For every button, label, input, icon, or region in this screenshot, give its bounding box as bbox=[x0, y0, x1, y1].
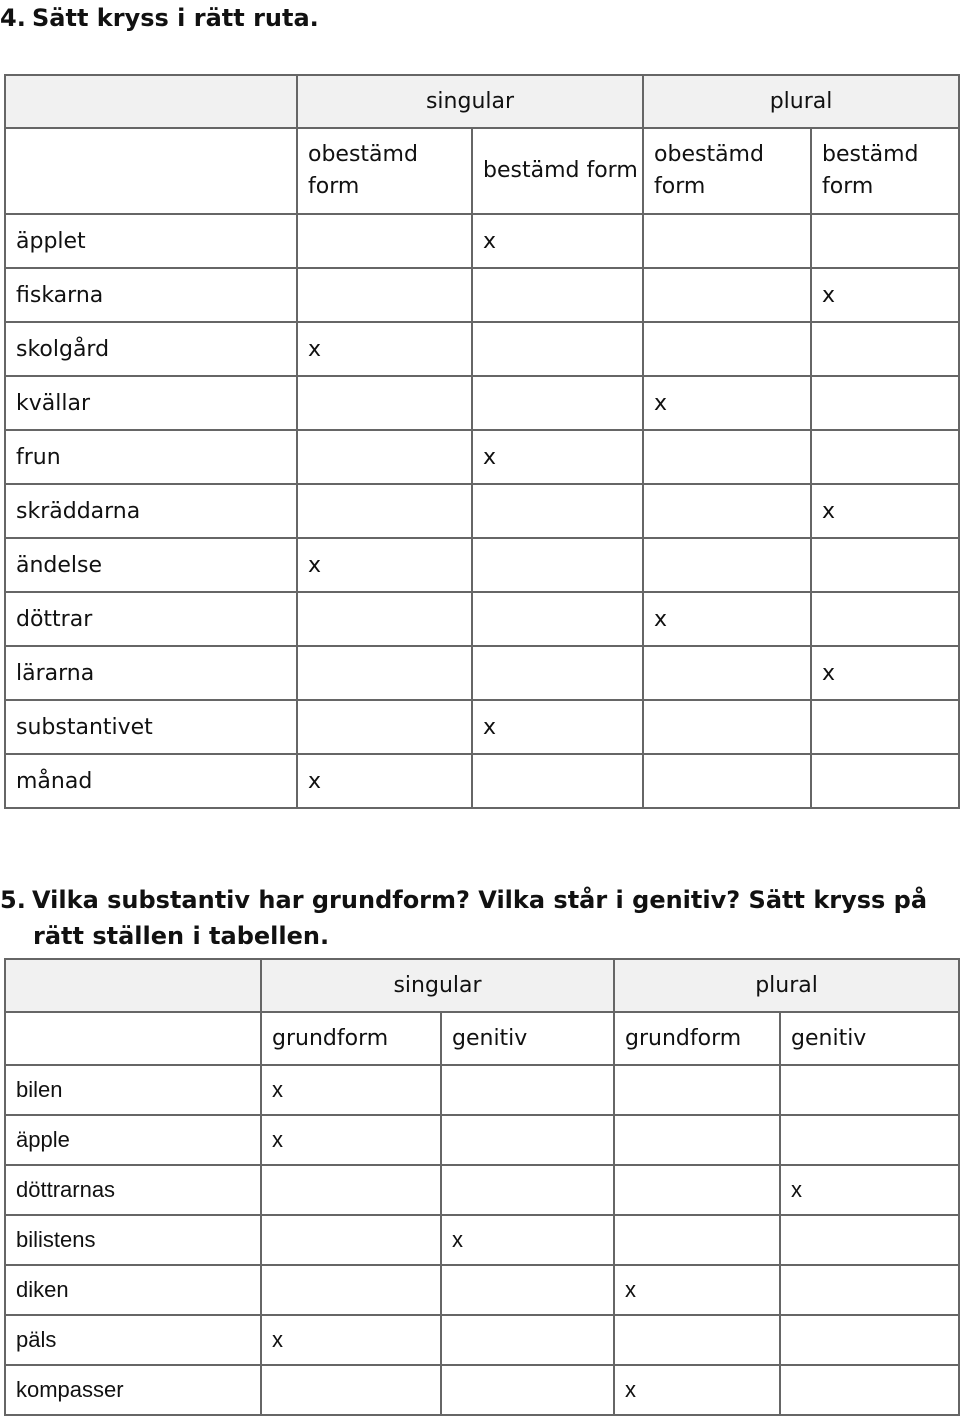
checkbox-cell[interactable]: x bbox=[643, 592, 811, 646]
checkbox-cell[interactable] bbox=[261, 1365, 441, 1415]
checkbox-cell[interactable]: x bbox=[643, 376, 811, 430]
table-row bbox=[5, 1265, 959, 1315]
table-row bbox=[5, 1215, 959, 1265]
singular-header: singular bbox=[261, 959, 614, 1012]
checkbox-cell[interactable] bbox=[297, 268, 472, 322]
checkbox-cell[interactable]: x bbox=[614, 1365, 780, 1415]
subheader-bestamd-plural: bestämd form bbox=[811, 128, 959, 214]
exercise-5-title-line-2: rätt ställen i tabellen. bbox=[33, 922, 330, 950]
table-row bbox=[5, 646, 959, 700]
checkbox-cell[interactable] bbox=[643, 646, 811, 700]
word-cell: lärarna bbox=[5, 646, 297, 700]
table-row bbox=[5, 322, 959, 376]
checkbox-cell[interactable] bbox=[614, 1065, 780, 1115]
checkbox-cell[interactable]: x bbox=[780, 1165, 959, 1215]
checkbox-cell[interactable]: x bbox=[472, 430, 643, 484]
checkbox-cell[interactable] bbox=[261, 1265, 441, 1315]
checkbox-cell[interactable] bbox=[297, 592, 472, 646]
checkbox-cell[interactable]: x bbox=[261, 1115, 441, 1165]
word-cell: döttrar bbox=[5, 592, 297, 646]
word-cell: äpplet bbox=[5, 214, 297, 268]
exercise-4-number: 4. bbox=[0, 4, 26, 32]
word-cell: månad bbox=[5, 754, 297, 808]
singular-header: singular bbox=[297, 75, 643, 128]
checkbox-cell[interactable] bbox=[261, 1165, 441, 1215]
checkbox-cell[interactable] bbox=[472, 754, 643, 808]
checkbox-cell[interactable] bbox=[643, 754, 811, 808]
exercise-5-number: 5. bbox=[0, 886, 26, 914]
table-row bbox=[5, 754, 959, 808]
checkbox-cell[interactable] bbox=[297, 430, 472, 484]
table-row bbox=[5, 376, 959, 430]
checkbox-cell[interactable]: x bbox=[261, 1065, 441, 1115]
subheader-genitiv-plural: genitiv bbox=[780, 1012, 959, 1065]
exercise-4-title: Sätt kryss i rätt ruta. bbox=[32, 4, 319, 32]
table-row bbox=[5, 1115, 959, 1165]
exercise-4-heading bbox=[0, 0, 319, 36]
checkbox-cell[interactable]: x bbox=[472, 700, 643, 754]
checkbox-cell[interactable] bbox=[780, 1065, 959, 1115]
checkbox-cell[interactable] bbox=[780, 1315, 959, 1365]
checkbox-cell[interactable] bbox=[643, 322, 811, 376]
table-row bbox=[5, 1165, 959, 1215]
exercise-5-table bbox=[4, 958, 960, 1416]
exercise-5-heading bbox=[0, 882, 927, 954]
word-cell: kompasser bbox=[5, 1365, 261, 1415]
table-row bbox=[5, 592, 959, 646]
plural-header: plural bbox=[614, 959, 959, 1012]
checkbox-cell[interactable] bbox=[441, 1165, 614, 1215]
table-row bbox=[5, 268, 959, 322]
checkbox-cell[interactable] bbox=[780, 1265, 959, 1315]
checkbox-cell[interactable]: x bbox=[472, 214, 643, 268]
word-cell: döttrarnas bbox=[5, 1165, 261, 1215]
subheader-obestamd-singular: obestämd form bbox=[297, 128, 472, 214]
word-cell: bilistens bbox=[5, 1215, 261, 1265]
table-row bbox=[5, 538, 959, 592]
checkbox-cell[interactable] bbox=[780, 1365, 959, 1415]
checkbox-cell[interactable] bbox=[614, 1115, 780, 1165]
subheader-grundform-singular: grundform bbox=[261, 1012, 441, 1065]
subheader-bestamd-singular: bestämd form bbox=[472, 128, 643, 214]
checkbox-cell[interactable] bbox=[441, 1115, 614, 1165]
table-row bbox=[5, 1315, 959, 1365]
checkbox-cell[interactable] bbox=[614, 1315, 780, 1365]
checkbox-cell[interactable]: x bbox=[811, 646, 959, 700]
checkbox-cell[interactable] bbox=[811, 592, 959, 646]
word-cell: substantivet bbox=[5, 700, 297, 754]
header-blank-cell bbox=[5, 959, 261, 1012]
checkbox-cell[interactable] bbox=[297, 700, 472, 754]
checkbox-cell[interactable] bbox=[441, 1065, 614, 1115]
checkbox-cell[interactable] bbox=[643, 484, 811, 538]
checkbox-cell[interactable]: x bbox=[297, 538, 472, 592]
checkbox-cell[interactable] bbox=[811, 376, 959, 430]
exercise-5-title-line-1: Vilka substantiv har grundform? Vilka står i genitiv? Sätt kryss på bbox=[32, 886, 928, 914]
checkbox-cell[interactable] bbox=[472, 376, 643, 430]
checkbox-cell[interactable] bbox=[643, 214, 811, 268]
subheader-obestamd-plural: obestämd form bbox=[643, 128, 811, 214]
checkbox-cell[interactable] bbox=[811, 430, 959, 484]
checkbox-cell[interactable] bbox=[297, 214, 472, 268]
checkbox-cell[interactable]: x bbox=[297, 754, 472, 808]
checkbox-cell[interactable] bbox=[780, 1115, 959, 1165]
checkbox-cell[interactable] bbox=[811, 538, 959, 592]
table-row bbox=[5, 1365, 959, 1415]
checkbox-cell[interactable] bbox=[297, 646, 472, 700]
checkbox-cell[interactable] bbox=[472, 592, 643, 646]
checkbox-cell[interactable] bbox=[472, 268, 643, 322]
word-cell: skräddarna bbox=[5, 484, 297, 538]
word-cell: bilen bbox=[5, 1065, 261, 1115]
checkbox-cell[interactable] bbox=[472, 484, 643, 538]
checkbox-cell[interactable]: x bbox=[614, 1265, 780, 1315]
checkbox-cell[interactable] bbox=[643, 430, 811, 484]
checkbox-cell[interactable] bbox=[643, 268, 811, 322]
checkbox-cell[interactable]: x bbox=[441, 1215, 614, 1265]
checkbox-cell[interactable] bbox=[472, 646, 643, 700]
checkbox-cell[interactable]: x bbox=[811, 484, 959, 538]
checkbox-cell[interactable] bbox=[780, 1215, 959, 1265]
word-cell: fiskarna bbox=[5, 268, 297, 322]
word-cell: päls bbox=[5, 1315, 261, 1365]
table-row bbox=[5, 700, 959, 754]
exercise-4-table bbox=[4, 74, 960, 809]
checkbox-cell[interactable] bbox=[811, 214, 959, 268]
checkbox-cell[interactable] bbox=[614, 1165, 780, 1215]
checkbox-cell[interactable]: x bbox=[297, 322, 472, 376]
checkbox-cell[interactable] bbox=[472, 322, 643, 376]
word-cell: diken bbox=[5, 1265, 261, 1315]
checkbox-cell[interactable] bbox=[441, 1315, 614, 1365]
checkbox-cell[interactable] bbox=[811, 322, 959, 376]
checkbox-cell[interactable] bbox=[614, 1215, 780, 1265]
checkbox-cell[interactable] bbox=[441, 1365, 614, 1415]
table-row bbox=[5, 430, 959, 484]
checkbox-cell[interactable] bbox=[811, 700, 959, 754]
subheader-blank-cell bbox=[5, 1012, 261, 1065]
header-blank-cell bbox=[5, 75, 297, 128]
checkbox-cell[interactable] bbox=[643, 538, 811, 592]
word-cell: kvällar bbox=[5, 376, 297, 430]
checkbox-cell[interactable] bbox=[261, 1215, 441, 1265]
subheader-genitiv-singular: genitiv bbox=[441, 1012, 614, 1065]
table-row bbox=[5, 1065, 959, 1115]
word-cell: skolgård bbox=[5, 322, 297, 376]
checkbox-cell[interactable] bbox=[441, 1265, 614, 1315]
checkbox-cell[interactable]: x bbox=[261, 1315, 441, 1365]
checkbox-cell[interactable] bbox=[643, 700, 811, 754]
word-cell: äpple bbox=[5, 1115, 261, 1165]
word-cell: frun bbox=[5, 430, 297, 484]
table-row bbox=[5, 484, 959, 538]
checkbox-cell[interactable] bbox=[297, 484, 472, 538]
subheader-blank-cell bbox=[5, 128, 297, 214]
table-row bbox=[5, 214, 959, 268]
word-cell: ändelse bbox=[5, 538, 297, 592]
checkbox-cell[interactable] bbox=[472, 538, 643, 592]
subheader-grundform-plural: grundform bbox=[614, 1012, 780, 1065]
plural-header: plural bbox=[643, 75, 959, 128]
checkbox-cell[interactable] bbox=[811, 754, 959, 808]
checkbox-cell[interactable]: x bbox=[811, 268, 959, 322]
checkbox-cell[interactable] bbox=[297, 376, 472, 430]
